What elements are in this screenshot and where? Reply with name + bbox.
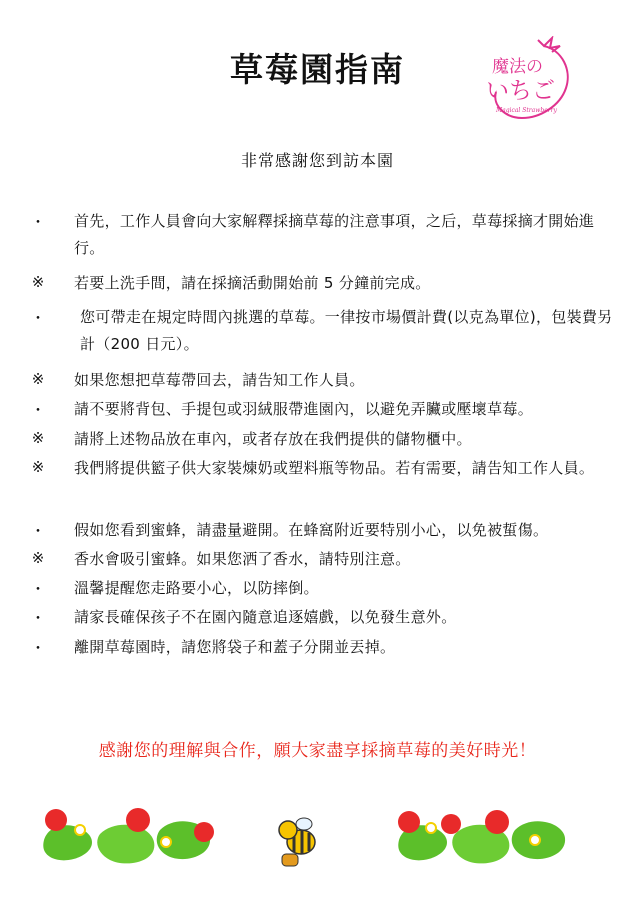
logo xyxy=(482,36,574,124)
strawberry-icon xyxy=(126,808,150,832)
strawberry-icon xyxy=(441,814,461,834)
logo-line3: Magical Strawberry xyxy=(496,107,557,114)
rule-text: 假如您看到蜜蜂，請盡量避開。在蜂窩附近要特別小心，以免被蜇傷。 xyxy=(74,521,549,539)
logo-line1: 魔法の xyxy=(492,57,543,77)
strawberry-border-right xyxy=(395,800,575,870)
bullet: ※ xyxy=(31,273,45,291)
strawberry-icon xyxy=(398,811,420,833)
strawberry-border-left xyxy=(40,800,220,870)
rule-text: 請將上述物品放在車內，或者存放在我們提供的儲物櫃中。 xyxy=(74,430,472,448)
bullet: ・ xyxy=(30,609,46,627)
bullet: ・ xyxy=(30,580,46,598)
logo-line2: いちご xyxy=(486,78,555,104)
rule-text: 請家長確保孩子不在園內隨意追逐嬉戲，以免發生意外。 xyxy=(74,608,457,626)
rule-text: 溫馨提醒您走路要小心，以防摔倒。 xyxy=(74,579,319,597)
rule-text: 我們將提供籃子供大家裝煉奶或塑料瓶等物品。若有需要，請告知工作人員。 xyxy=(74,459,595,477)
bullet: ・ xyxy=(30,639,46,657)
rule-text: 如果您想把草莓帶回去，請告知工作人員。 xyxy=(74,371,365,389)
flower-icon xyxy=(75,825,85,835)
bullet: ・ xyxy=(30,522,46,540)
strawberry-icon xyxy=(485,810,509,834)
rule-text: 離開草莓園時，請您將袋子和蓋子分開並丟掉。 xyxy=(74,638,396,656)
closing-message: 感謝您的理解與合作，願大家盡享採摘草莓的美好時光！ xyxy=(98,741,537,761)
strawberry-icon xyxy=(194,822,214,842)
strawberry-icon xyxy=(45,809,67,831)
leaf-icon xyxy=(97,825,154,864)
flower-icon xyxy=(426,823,436,833)
flower-icon xyxy=(530,835,540,845)
rule-text: 您可帶走在規定時間內挑選的草莓。一律按市場價計費(以克為單位)，包裝費另計（200 日元）。 xyxy=(80,308,613,353)
bullet: ※ xyxy=(31,458,45,476)
strawberry-leaf-icon xyxy=(538,38,560,52)
bullet: ※ xyxy=(31,370,45,388)
bullet: ・ xyxy=(30,401,46,419)
rule-text: 請不要將背包、手提包或羽絨服帶進園內，以避免弄臟或壓壞草莓。 xyxy=(74,400,534,418)
rule-text: 若要上洗手間，請在採摘活動開始前 5 分鐘前完成。 xyxy=(74,274,431,292)
bee-icon xyxy=(274,812,324,870)
subtitle: 非常感謝您到訪本園 xyxy=(240,151,394,170)
page-title: 草莓園指南 xyxy=(230,50,405,89)
bullet: ・ xyxy=(30,213,46,231)
honey-pot-icon xyxy=(282,854,298,866)
bullet: ・ xyxy=(30,309,46,327)
flower-icon xyxy=(161,837,171,847)
bullet: ※ xyxy=(31,429,45,447)
rule-text: 香水會吸引蜜蜂。如果您洒了香水，請特別注意。 xyxy=(74,550,411,568)
bullet: ※ xyxy=(31,549,45,567)
rule-text: 首先，工作人員會向大家解釋採摘草莓的注意事項，之后，草莓採摘才開始進行。 xyxy=(74,212,595,257)
